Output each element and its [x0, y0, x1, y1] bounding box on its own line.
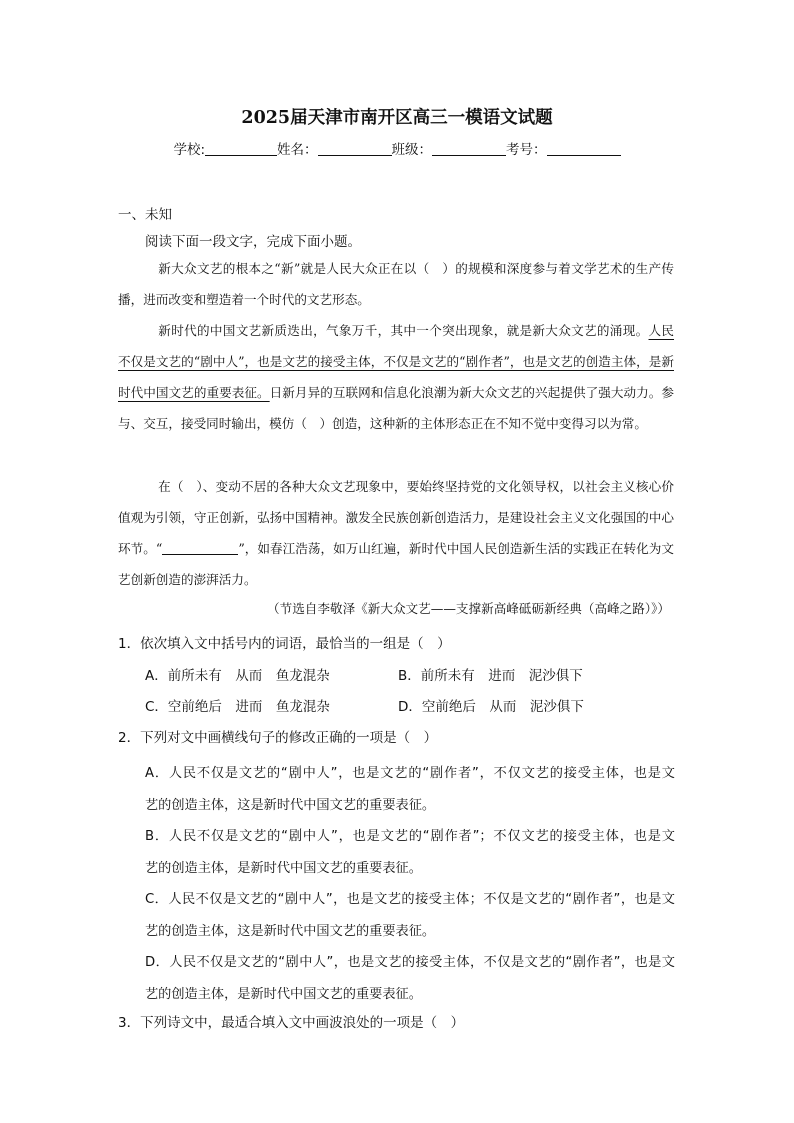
page-title: 2025届天津市南开区高三一模语文试题: [241, 108, 553, 128]
underlined-sentence: 人民不仅是文艺的“剧中人”，也是文艺的接受主体，不仅是文艺的“剧作者”，也是文艺的创造主体，是新时代中国文艺的重要表征。: [118, 323, 675, 400]
wavy-blank: [162, 540, 238, 555]
question-2-option-d-line-2: 艺的创造主体，是新时代中国文艺的重要表征。: [145, 986, 422, 1002]
passage-p1-text: 新大众文艺的根本之“新”就是人民大众正在以（ ）的规模和深度参与着文学艺术的生产传播，进而改变和塑造着一个时代的文艺形态。: [118, 261, 674, 307]
id-label: 考号：: [506, 142, 547, 158]
question-2-option-a-line-2: 艺的创造主体，这是新时代中国文艺的重要表征。: [145, 797, 436, 813]
passage-p2-text-a: 新时代的中国文艺新质迭出，气象万千，其中一个突出现象，就是新大众文艺的涌现。: [158, 323, 649, 338]
section-heading: 一、未知: [118, 207, 172, 223]
name-label: 姓名：: [277, 142, 318, 158]
passage-paragraph-3: [118, 471, 674, 595]
question-2-option-b-line-1: B．人民不仅是文艺的“剧中人”，也是文艺的“剧作者”；不仅文艺的接受主体，也是文: [145, 829, 675, 844]
question-2-option-a-line-1: A．人民不仅是文艺的“剧中人”，也是文艺的“剧作者”，不仅文艺的接受主体，也是文: [145, 766, 675, 781]
question-2-option-c-line-2: 艺的创造主体，这是新时代中国文艺的重要表征。: [145, 923, 436, 939]
name-blank[interactable]: [318, 141, 392, 156]
passage-paragraph-2: [118, 315, 674, 439]
question-1-option-b[interactable]: B．前所未有 进而 泥沙俱下: [398, 668, 583, 684]
passage-source: （节选自李敬泽《新大众文艺——支撑新高峰砥砺新经典（高峰之路）》）: [267, 601, 670, 616]
question-2-option-b-line-2: 艺的创造主体，是新时代中国文艺的重要表征。: [145, 860, 422, 876]
reading-instruction: 阅读下面一段文字，完成下面小题。: [145, 234, 361, 250]
question-2-option-d-line-1: D．人民不仅是文艺的“剧中人”，也是文艺的接受主体，不仅是文艺的“剧作者”，也是文: [145, 955, 675, 970]
question-3-stem: 3．下列诗文中，最适合填入文中画波浪处的一项是（ ）: [118, 1015, 465, 1031]
question-2-stem: 2．下列对文中画横线句子的修改正确的一项是（ ）: [118, 730, 438, 746]
question-2-option-b[interactable]: [145, 821, 675, 884]
class-blank[interactable]: [432, 141, 506, 156]
question-1-option-d[interactable]: D．空前绝后 从而 泥沙俱下: [398, 699, 584, 715]
passage-p2-text-b: 日新月异的互联网和信息化浪潮为新大众文艺的兴起提供了强大动力。参与、交互，接受同时输出，模仿（ ）创造，这种新的主体形态正在不知不觉中变得习以为常。: [118, 385, 675, 431]
question-1-option-c[interactable]: C．空前绝后 进而 鱼龙混杂: [145, 699, 330, 715]
class-label: 班级：: [391, 142, 433, 158]
question-2-options: [145, 758, 675, 1010]
student-info-line: [0, 138, 794, 158]
passage-p3-text-a: 在（ ）、变动不居的各种大众文艺现象中，要始终坚持党的文化领导权，以社会主义核心价值观为引领，守正创新，弘扬中国精神。激发全民族创新创造活力，是建设社会主义文化强国的中心环节。“: [118, 479, 674, 556]
passage-paragraph-1: [118, 253, 674, 315]
question-2-option-d[interactable]: [145, 947, 675, 1010]
question-1-option-a[interactable]: A．前所未有 从而 鱼龙混杂: [145, 668, 330, 684]
question-2-option-c[interactable]: [145, 884, 675, 947]
school-blank[interactable]: [205, 141, 277, 156]
question-1-stem: 1．依次填入文中括号内的词语，最恰当的一组是（ ）: [118, 636, 451, 652]
question-2-option-a[interactable]: [145, 758, 675, 821]
id-blank[interactable]: [547, 141, 621, 156]
school-label: 学校:: [173, 142, 206, 158]
question-2-option-c-line-1: C．人民不仅是文艺的“剧中人”，也是文艺的接受主体；不仅是文艺的“剧作者”，也是文: [145, 892, 675, 907]
passage-p3-text-b: ”，如春江浩荡，如万山红遍，新时代中国人民创造新生活的实践正在转化为文艺创新创造的澎湃活力。: [118, 541, 674, 587]
